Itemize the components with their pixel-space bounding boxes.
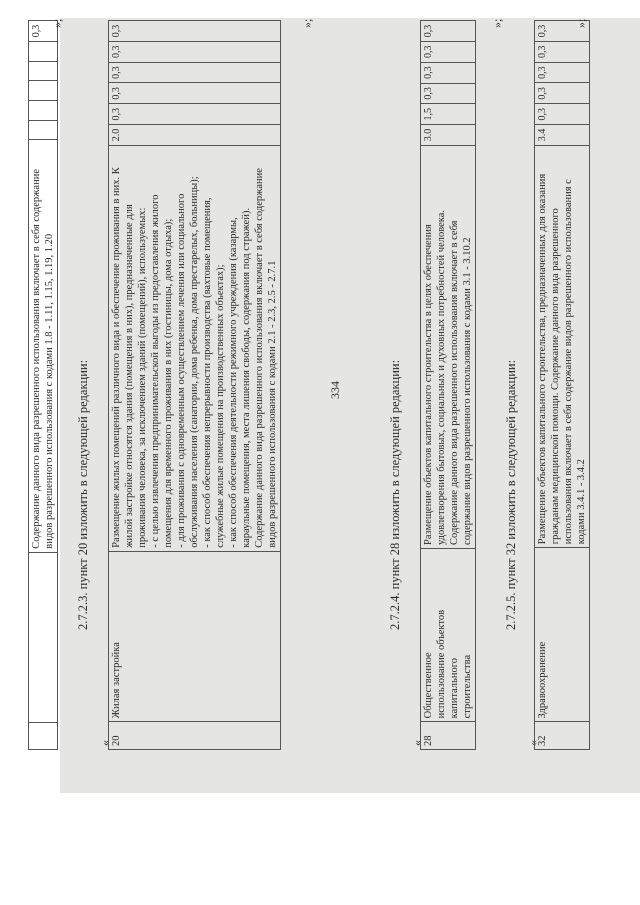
table-row: 32 Здравоохранение Размещение объектов капитального строительства, предназначенных для оказания гражданам медицинской помощи. Содержание данного вида разрешенного использования включает в себя содержание видов разрешенного использования с кодами 3.4.1 - 3.4.2 3.4 0,3 0,3 0,3 0,3 0,3	[535, 21, 590, 750]
row-name: Жилая застройка	[109, 551, 281, 722]
table-section-32	[534, 20, 590, 750]
closing-mark: »;	[50, 18, 64, 28]
closing-mark: »;	[490, 18, 504, 28]
row-description: Содержание данного вида разрешенного использования включает в себя содержание видов разрешенного использования с кодами 1.8 - 1.11, 1.15, 1.19, 1.20	[29, 140, 58, 552]
row-description: Размещение жилых помещений различного вида и обеспечение проживания в них. К жилой застройке относятся здания (помещения в них), предназначенные для проживания человека, за исключением зданий (помещений), используемых: - с целью извлечения предпринимательской выгоды из предоставления жилого помещения для временного проживания в них (гостиницы, дома отдыха); - для проживания с одновременным осуществлением лечения или социального обслуживания населения (санатории, дома ребенка, дома престарелых, больницы); - как способ обеспечения непрерывности производства (вахтовые помещения, служебные жилые помещения на производственных объектах); - как способ обеспечения деятельности режимного учреждения (казармы, караульные помещения, места лишения свободы, содержания под стражей). Содержание данного вида разрешенного использования включает в себя содержание видов разрешенного использования с кодами 2.1 - 2.3, 2.5 - 2.7.1	[109, 145, 281, 551]
section-caption: 2.7.2.5. пункт 32 изложить в следующей редакции:	[504, 359, 518, 630]
table-row: 20 Жилая застройка Размещение жилых помещений различного вида и обеспечение проживания в них. К жилой застройке относятся здания (помещения в них), предназначенные для проживания человека, за исключением зданий (помещений), используемых: - с целью извлечения предпринимательской выгоды из предоставления жилого помещения для временного проживания в них (гостиницы, дома отдыха); - для проживания с одновременным осуществлением лечения или социального обслуживания населения (санатории, дома ребенка, дома престарелых, больницы); - как способ обеспечения непрерывности производства (вахтовые помещения, служебные жилые помещения на производственных объектах); - как способ обеспечения деятельности режимного учреждения (казармы, караульные помещения, места лишения свободы, содержания под стражей). Содержание данного вида разрешенного использования включает в себя содержание видов разрешенного использования с кодами 2.1 - 2.3, 2.5 - 2.7.1 2.0 0,3 0,3 0,3 0,3 0,3	[109, 21, 281, 750]
closing-mark: »;	[574, 18, 588, 28]
open-quote: «	[410, 740, 424, 746]
row-number: 28	[421, 722, 476, 750]
open-quote: «	[526, 740, 540, 746]
row-description: Размещение объектов капитального строительства в целях обеспечения удовлетворения бытовых, социальных и духовных потребностей человека. Содержание данного вида разрешенного использования включает в себя содержание видов разрешенного использования с кодами 3.1 - 3.10.2	[421, 145, 476, 548]
row-number: 32	[535, 722, 590, 750]
table-row: Содержание данного вида разрешенного использования включает в себя содержание видов разрешенного использования с кодами 1.8 - 1.11, 1.15, 1.19, 1.20 0,3	[29, 21, 58, 750]
section-caption: 2.7.2.4. пункт 28 изложить в следующей редакции:	[388, 359, 402, 630]
table-row: 28 Общественное использование объектов капитального строительства Размещение объектов капитального строительства в целях обеспечения удовлетворения бытовых, социальных и духовных потребностей человека. Содержание данного вида разрешенного использования включает в себя содержание видов разрешенного использования с кодами 3.1 - 3.10.2 3.0 1,5 0,3 0,3 0,3 0,3	[421, 21, 476, 750]
row-name: Здравоохранение	[535, 548, 590, 722]
table-section-20	[108, 20, 281, 750]
rotated-document	[28, 20, 588, 760]
row-number: 20	[109, 722, 281, 750]
closing-mark: »;	[300, 18, 314, 28]
page-number: 334	[328, 381, 342, 399]
row-description: Размещение объектов капитального строительства, предназначенных для оказания гражданам медицинской помощи. Содержание данного вида разрешенного использования включает в себя содержание видов разрешенного использования с кодами 3.4.1 - 3.4.2	[535, 145, 590, 547]
row-name: Общественное использование объектов капитального строительства	[421, 548, 476, 721]
scan-margin	[0, 793, 640, 905]
table-continuation	[28, 20, 58, 750]
open-quote: «	[98, 740, 112, 746]
table-section-28	[420, 20, 476, 750]
section-caption: 2.7.2.3. пункт 20 изложить в следующей редакции:	[76, 359, 90, 630]
